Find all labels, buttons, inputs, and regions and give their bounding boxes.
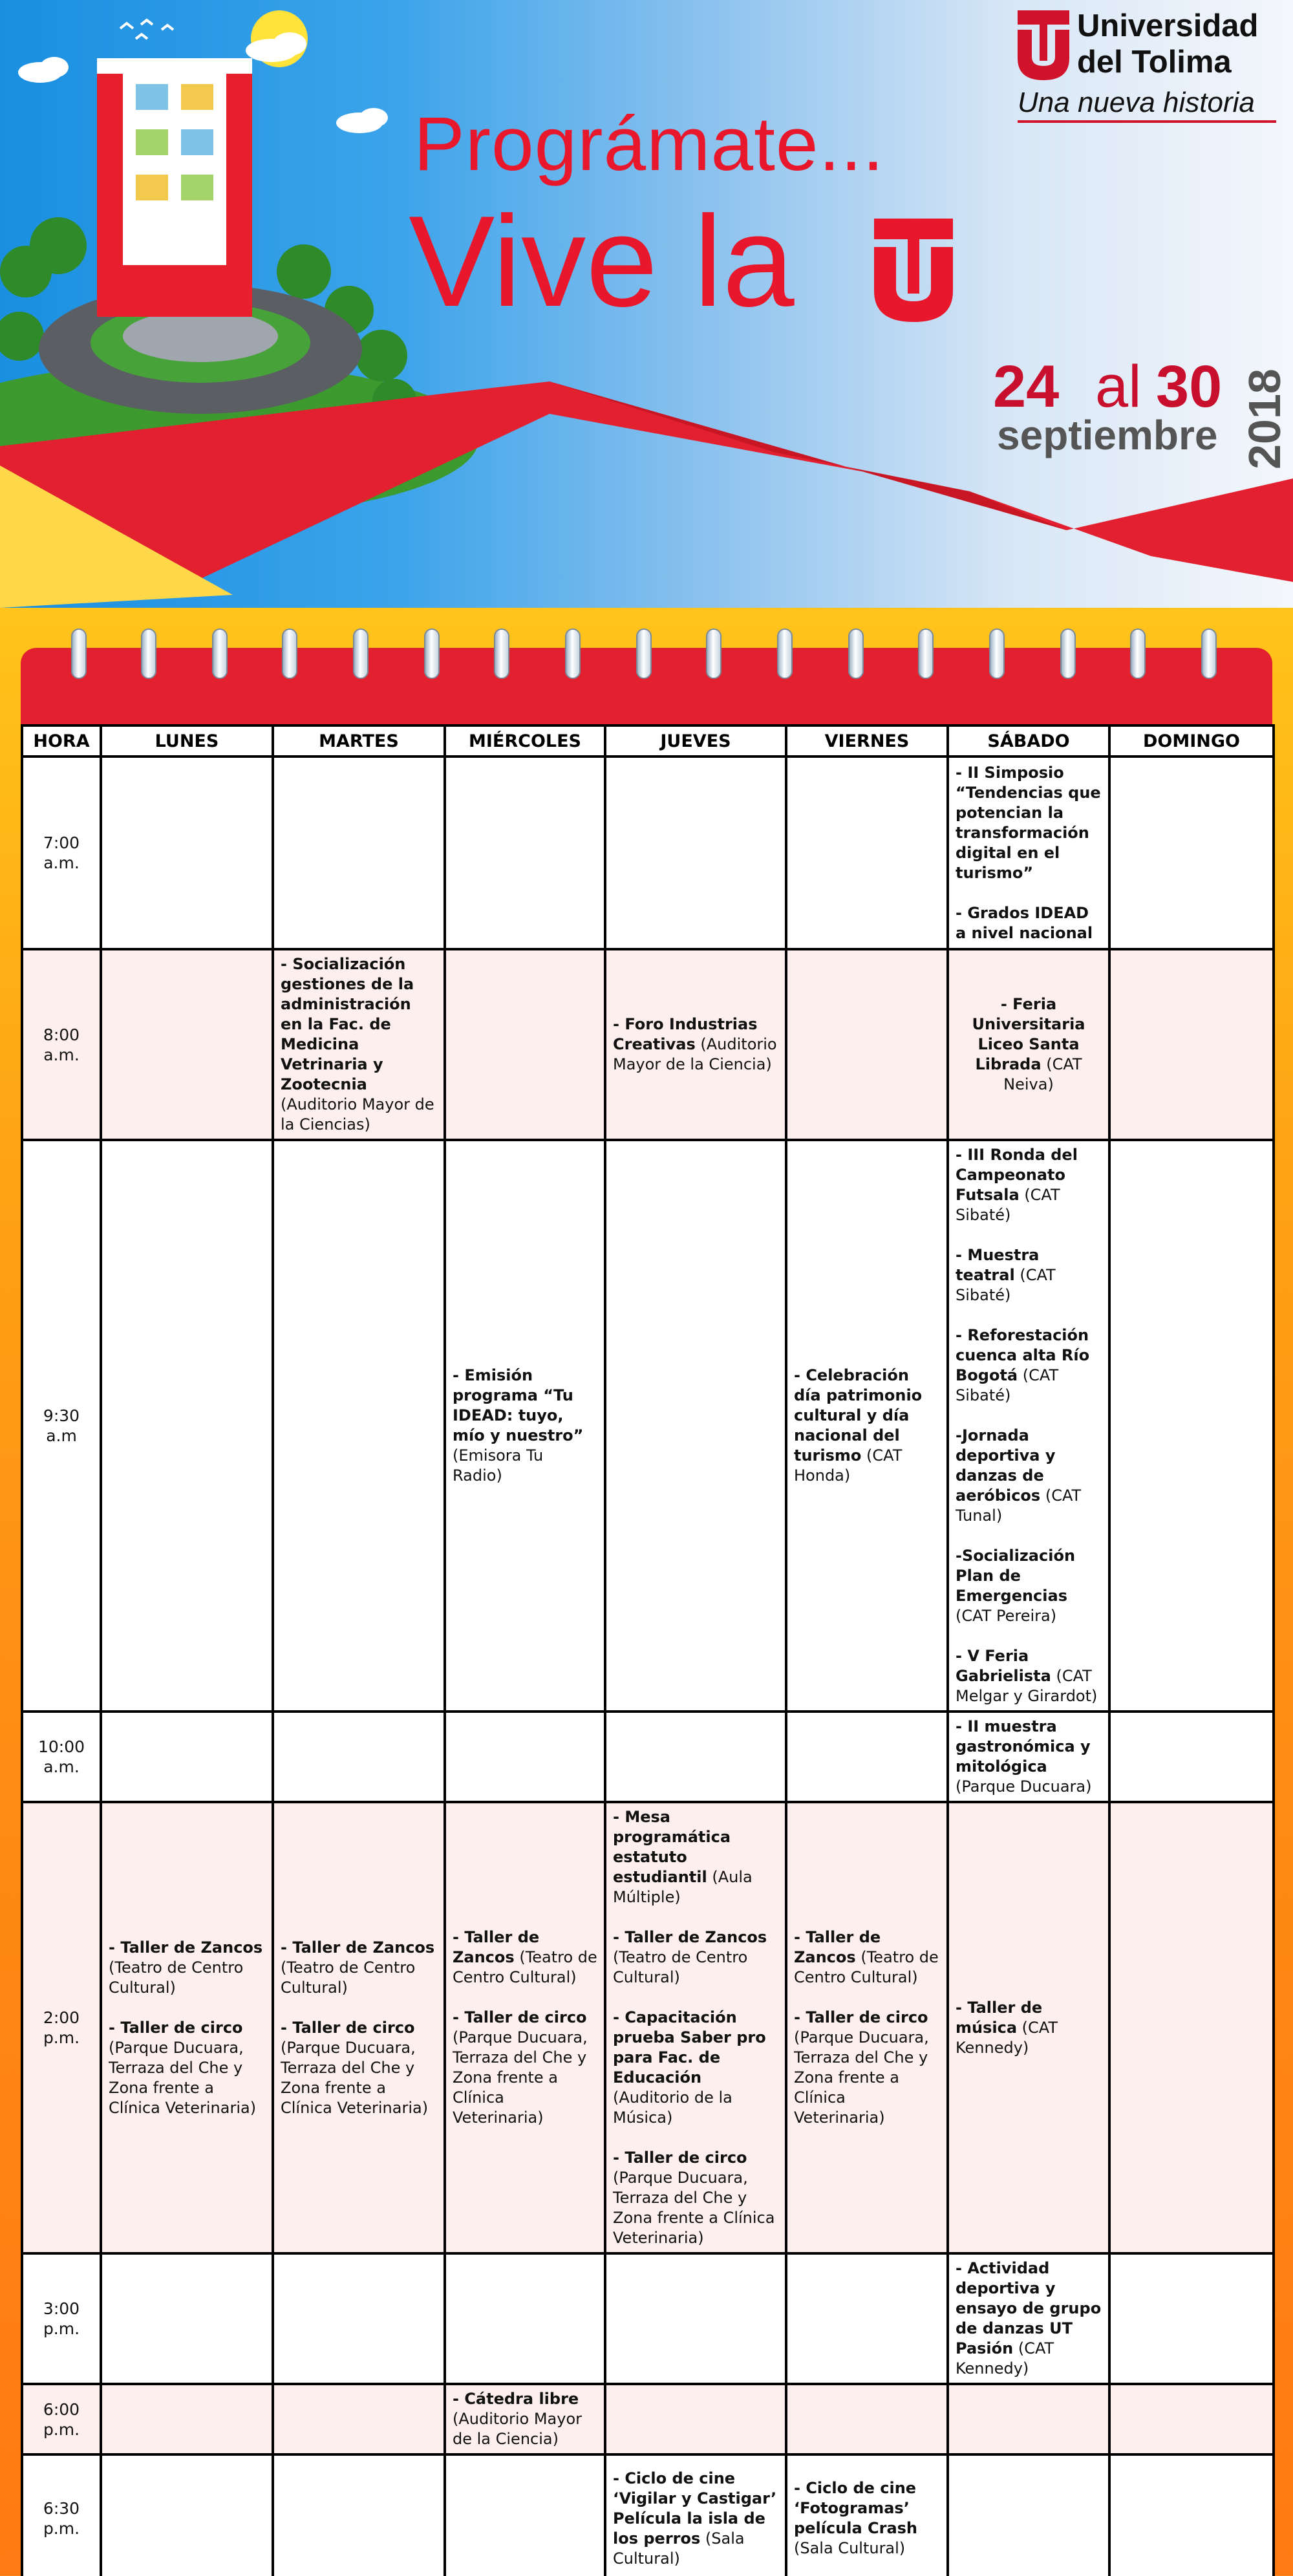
date-year: 2018 [1239,369,1290,469]
cell-viernes [786,2454,948,2576]
hour-text: a.m. [43,853,80,872]
cell-martes [273,949,445,1140]
ut-logo-icon [1018,10,1069,80]
binder-ring-icon [989,628,1005,679]
cell-sabado [948,757,1109,949]
binder-ring-icon [353,628,369,679]
binder-ring-icon [1060,628,1076,679]
event-item [956,994,1102,1095]
hour-text: 7:00 [43,833,80,852]
header-martes: MARTES [273,725,445,757]
binder-ring-icon [565,628,581,679]
hour-cell [22,757,101,949]
banner-ut-logo-icon [874,219,953,322]
cell-sabado [948,1140,1109,1712]
hour-text: 2:00 [43,2008,80,2027]
cell-jueves [605,1140,786,1712]
event-title: - Muestra teatral [956,1246,1040,1284]
cell-jueves [605,1802,786,2253]
event-title: - Grados IDEAD a nivel nacional [956,903,1093,942]
cell-lunes [101,1802,273,2253]
date-end: 30 [1156,354,1223,420]
banner-title-line1: Prográmate... [414,102,884,187]
cell-lunes [101,757,273,949]
event-title: - Foro Industrias Creativas [613,1015,758,1053]
cell-lunes [101,2454,273,2576]
binder-ring-icon [636,628,652,679]
schedule-table [21,724,1275,2576]
event-item [956,763,1102,883]
event-location: (Teatro de Centro Cultural) [109,1958,244,1997]
cell-viernes [786,2384,948,2454]
header-miercoles: MIÉRCOLES [445,725,605,757]
event-item [956,903,1102,943]
cell-martes [273,1712,445,1802]
event-location: (Auditorio Mayor de la Ciencia) [613,1035,777,1073]
hour-cell [22,2253,101,2384]
hour-text: p.m. [43,2028,80,2047]
event-item [956,1717,1102,1797]
cell-jueves [605,757,786,949]
event-location: (Auditorio de la Música) [613,2088,732,2127]
cell-martes [273,2253,445,2384]
event-item [794,1927,940,1988]
event-item [109,2018,265,2118]
event-title: - Taller de Zancos [453,1928,540,1966]
date-start: 24 [993,354,1060,420]
university-name: Universidad del Tolima [1077,8,1259,80]
event-title: -Socialización Plan de Emergencias [956,1547,1076,1605]
event-location: (Auditorio Mayor de la Ciencia) [453,2410,582,2448]
header-sabado: SÁBADO [948,725,1109,757]
hour-text: 6:00 [43,2399,80,2419]
cell-martes [273,757,445,949]
event-title: - Reforestación cuenca alta Río Bogotá [956,1326,1090,1384]
event-item [453,1366,597,1486]
university-slogan: Una nueva historia [1018,87,1276,123]
event-item [956,1546,1102,1626]
table-row [22,757,1274,949]
event-title: - Taller de Zancos [109,1938,263,1957]
event-location: (CAT Honda) [794,1446,903,1485]
event-item [453,2008,597,2128]
cell-lunes [101,2384,273,2454]
event-item [453,1927,597,1988]
cell-martes [273,1140,445,1712]
event-location: (Parque Ducuara, Terraza del Che y Zona frente a Clínica Veterinaria) [794,2028,929,2127]
event-item [281,1938,437,1998]
event-location: (Teatro de Centro Cultural) [453,1948,597,1986]
table-row [22,2384,1274,2454]
cell-sabado [948,1802,1109,2253]
binder-ring-icon [282,628,297,679]
event-title: - Taller de Zancos [613,1928,767,1946]
binder-ring-icon [212,628,228,679]
hour-cell [22,2384,101,2454]
event-item [281,954,437,1135]
hour-text: a.m [46,1426,77,1445]
table-header-row [22,725,1274,757]
cell-domingo [1109,2454,1274,2576]
event-title: - Taller de circo [109,2018,243,2037]
event-location: (CAT Sibaté) [956,1366,1059,1404]
event-item [613,1927,778,1988]
cell-viernes [786,757,948,949]
event-dates [993,354,1290,469]
event-location: (Sala Cultural) [794,2539,906,2557]
cell-miercoles [445,2384,605,2454]
header-domingo: DOMINGO [1109,725,1274,757]
event-location: (Sala Cultural) [613,2529,745,2568]
event-location: (Teatro de Centro Cultural) [281,1958,416,1997]
cell-miercoles [445,1140,605,1712]
cell-jueves [605,2384,786,2454]
event-title: - Taller de circo [453,2008,587,2026]
binder-ring-icon [918,628,934,679]
event-item [956,2259,1102,2379]
event-location: (Auditorio Mayor de la Ciencias) [281,1095,434,1133]
cell-jueves [605,949,786,1140]
hour-cell [22,1802,101,2253]
hour-text: 3:00 [43,2299,80,2318]
event-location: (CAT Sibaté) [956,1266,1056,1304]
event-item [956,1145,1102,1225]
event-title: - Emisión programa “Tu IDEAD: tuyo, mío y nuestro” [453,1366,584,1444]
cell-domingo [1109,2384,1274,2454]
date-connector: al [1095,354,1142,420]
header-viernes: VIERNES [786,725,948,757]
cell-martes [273,2384,445,2454]
hour-text: p.m. [43,2420,80,2439]
hour-cell [22,1712,101,1802]
event-location: (Aula Múltiple) [613,1868,753,1906]
hour-text: 8:00 [43,1025,80,1044]
binder-ring-icon [71,628,87,679]
hour-cell [22,2454,101,2576]
event-title: - Taller de Zancos [281,1938,435,1957]
header-banner [0,0,1293,608]
event-location: (Parque Ducuara, Terraza del Che y Zona frente a Clínica Veterinaria) [613,2169,775,2247]
cell-viernes [786,2253,948,2384]
cell-jueves [605,2454,786,2576]
event-title: - Taller de circo [613,2149,747,2167]
binder-ring-icon [848,628,864,679]
hour-text: p.m. [43,2519,80,2538]
event-item [281,2018,437,2118]
event-item [956,1426,1102,1526]
binder-ring-icon [1201,628,1217,679]
event-location: (Emisora Tu Radio) [453,1446,544,1485]
event-title: - Taller de circo [794,2008,928,2026]
cell-miercoles [445,1712,605,1802]
event-item [794,1366,940,1486]
event-item [613,2008,778,2128]
event-title: - Feria Universitaria Liceo Santa Librada [972,995,1085,1073]
header-jueves: JUEVES [605,725,786,757]
cell-miercoles [445,757,605,949]
hour-text: 10:00 [37,1737,85,1756]
cell-domingo [1109,1712,1274,1802]
event-title: - V Feria Gabrielista [956,1647,1051,1685]
event-title: - Celebración día patrimonio cultural y día nacional del turismo [794,1366,923,1465]
table-row [22,1802,1274,2253]
event-title: - Ciclo de cine ‘Vigilar y Castigar’ Película la isla de los perros [613,2469,777,2548]
event-title: - Capacitación prueba Saber pro para Fac. de Educación [613,2008,766,2087]
cell-viernes [786,1140,948,1712]
event-location: (CAT Sibaté) [956,1186,1060,1224]
cell-jueves [605,1712,786,1802]
event-title: - Taller de música [956,1998,1043,2037]
date-month: septiembre [997,412,1218,458]
hour-cell [22,949,101,1140]
event-location: (CAT Neiva) [1003,1055,1082,1093]
hour-text: a.m. [43,1045,80,1064]
event-item [956,1245,1102,1305]
event-location: (CAT Kennedy) [956,2018,1058,2057]
event-item [956,1646,1102,1706]
binder-ring-icon [494,628,509,679]
cell-martes [273,2454,445,2576]
event-title: - Actividad deportiva y ensayo de grupo de danzas UT Pasión [956,2259,1102,2357]
cell-lunes [101,1712,273,1802]
cell-lunes [101,1140,273,1712]
event-title: - III Ronda del Campeonato Futsala [956,1146,1078,1204]
cell-domingo [1109,757,1274,949]
cell-lunes [101,2253,273,2384]
event-item [613,2148,778,2248]
event-location: (Parque Ducuara, Terraza del Che y Zona frente a Clínica Veterinaria) [109,2038,257,2117]
hour-text: 6:30 [43,2499,80,2518]
cell-miercoles [445,1802,605,2253]
binder-ring-icon [141,628,156,679]
cell-domingo [1109,949,1274,1140]
binder-ring-icon [706,628,721,679]
hour-text: a.m. [43,1757,80,1776]
event-title: - Taller de circo [281,2018,415,2037]
cell-miercoles [445,949,605,1140]
event-title: -Jornada deportiva y danzas de aeróbicos [956,1426,1056,1505]
cell-jueves [605,2253,786,2384]
event-title: - II muestra gastronómica y mitológica [956,1717,1091,1776]
cell-sabado [948,2253,1109,2384]
table-row [22,2253,1274,2384]
event-location: (CAT Melgar y Girardot) [956,1667,1098,1705]
event-item [453,2389,597,2449]
event-location: (CAT Tunal) [956,1487,1082,1525]
binder-ring-icon [1130,628,1146,679]
university-building-icon [97,58,252,317]
cell-sabado [948,2384,1109,2454]
birds-icon [120,20,173,39]
event-location: (Parque Ducuara, Terraza del Che y Zona frente a Clínica Veterinaria) [281,2038,429,2117]
cell-miercoles [445,2253,605,2384]
banner-title-line2: Vive la [409,189,795,334]
cell-viernes [786,1712,948,1802]
hour-text: 9:30 [43,1406,80,1425]
event-item [613,1807,778,1907]
event-item [613,1014,778,1075]
event-location: (CAT Pereira) [956,1607,1057,1625]
cell-viernes [786,949,948,1140]
event-location: (Parque Ducuara, Terraza del Che y Zona frente a Clínica Veterinaria) [453,2028,588,2127]
event-title: - Cátedra libre [453,2390,579,2408]
table-row [22,2454,1274,2576]
cell-domingo [1109,1140,1274,1712]
event-item [956,1326,1102,1406]
hour-text: p.m. [43,2319,80,2338]
hour-cell [22,1140,101,1712]
event-location: (CAT Kennedy) [956,2339,1054,2377]
cell-sabado [948,949,1109,1140]
event-item [109,1938,265,1998]
cell-martes [273,1802,445,2253]
cell-miercoles [445,2454,605,2576]
event-title: - Ciclo de cine ‘Fotogramas’ película Crash [794,2479,918,2537]
header-hora: HORA [22,725,101,757]
cell-viernes [786,1802,948,2253]
schedule-body [22,757,1274,2576]
table-row [22,1140,1274,1712]
event-item [794,2478,940,2559]
cell-sabado [948,2454,1109,2576]
event-title: - Taller de Zancos [794,1928,881,1966]
event-item [613,2469,778,2569]
event-item [794,2008,940,2128]
binder-ring-icon [424,628,440,679]
event-item [956,1998,1102,2058]
cell-lunes [101,949,273,1140]
cell-domingo [1109,1802,1274,2253]
binder-ring-icon [777,628,793,679]
table-row [22,949,1274,1140]
cell-sabado [948,1712,1109,1802]
event-location: (Parque Ducuara) [956,1777,1092,1796]
event-title: - Socialización gestiones de la administración en la Fac. de Medicina Vetrinaria y Zootecnia [281,955,414,1093]
event-title: - Mesa programática estatuto estudiantil [613,1808,731,1886]
event-location: (Teatro de Centro Cultural) [613,1948,748,1986]
event-title: - II Simposio “Tendencias que potencian la transformación digital en el turismo” [956,763,1101,882]
cell-domingo [1109,2253,1274,2384]
university-brand[interactable] [1018,8,1276,118]
table-row [22,1712,1274,1802]
event-location: (Teatro de Centro Cultural) [794,1948,939,1986]
header-lunes: LUNES [101,725,273,757]
